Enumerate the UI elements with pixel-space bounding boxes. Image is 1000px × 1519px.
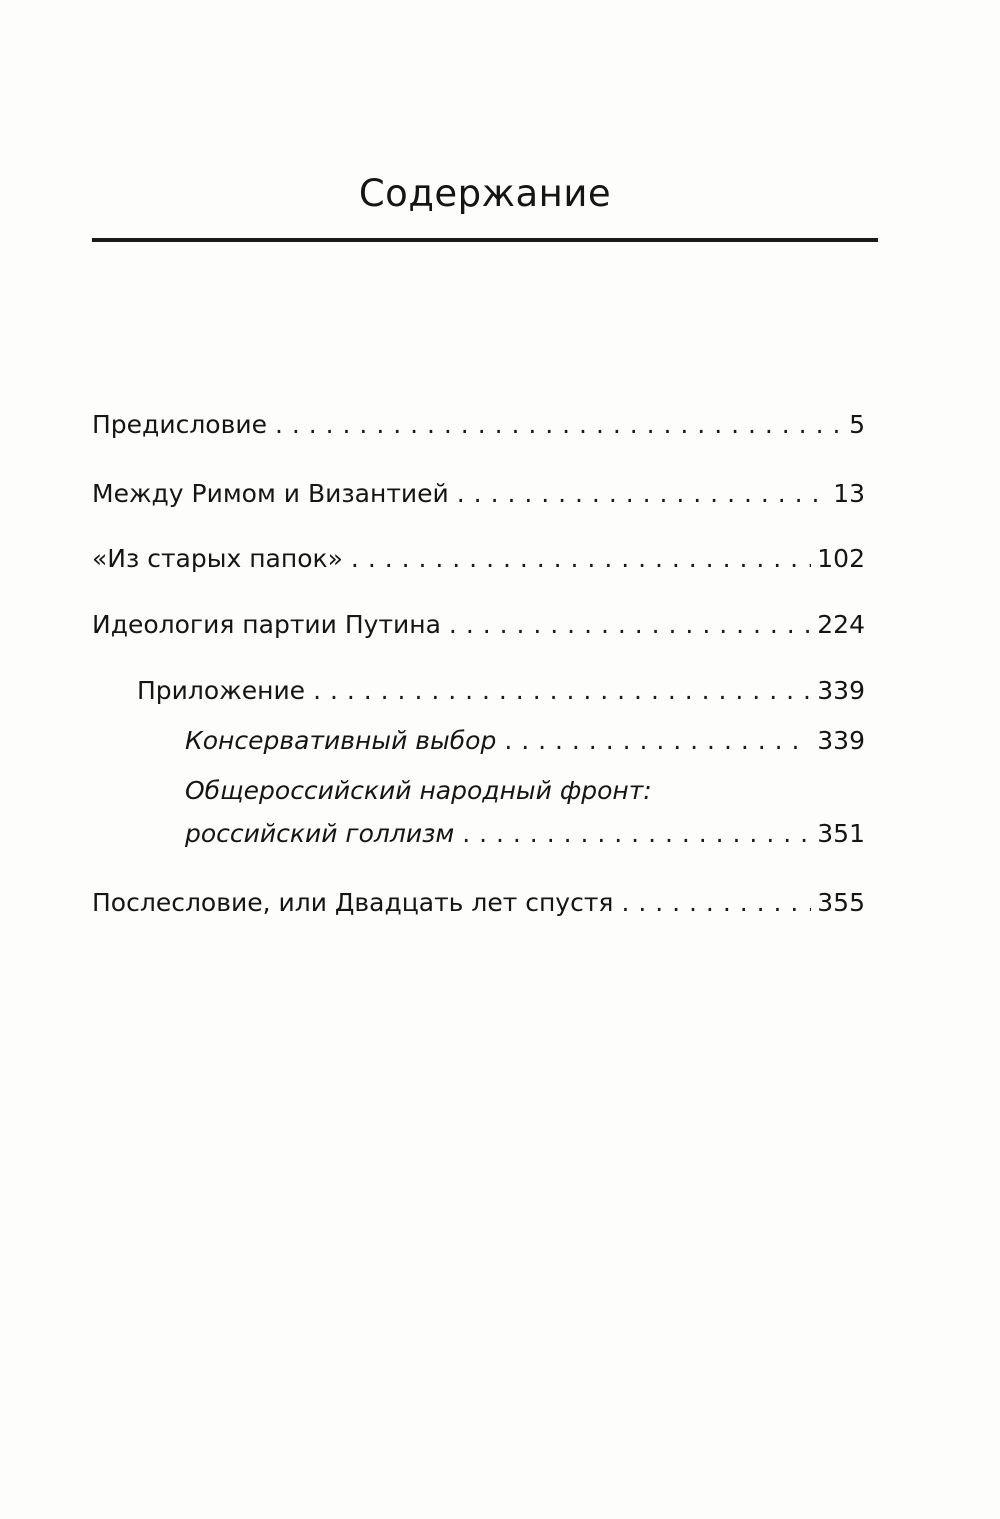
dot-leader [275,405,843,445]
toc-page-number: 351 [817,819,865,848]
toc-page-number: 13 [833,479,865,508]
toc-entry-appendix [137,671,865,711]
toc-page-number: 339 [817,726,865,755]
toc-entry-rome-byzantium [92,474,865,514]
dot-leader [457,474,827,514]
toc-entry-label: «Из старых папок» [92,544,343,573]
page-title: Содержание [358,172,612,215]
dot-leader [313,671,811,711]
toc-page-number: 5 [849,410,865,439]
dot-leader [462,814,811,854]
toc-entry-label: Между Римом и Византией [92,479,449,508]
toc-entry-label: Послесловие, или Двадцать лет спустя [92,888,614,917]
dot-leader [351,539,811,579]
dot-leader [504,721,811,761]
dot-leader [621,883,811,923]
dot-leader [449,605,811,645]
toc-entry-party-ideology [92,605,865,645]
toc-entry-foreword [92,405,865,445]
toc-entry-popular-front [185,814,865,854]
toc-page-number: 224 [817,610,865,639]
toc-entry-old-folders [92,539,865,579]
toc-entry-label: Консервативный выбор [185,726,497,755]
toc-page-number: 339 [817,676,865,705]
toc-entry-label: российский голлизм [185,819,455,848]
toc-entry-label: Приложение [137,676,306,705]
title-divider [92,238,878,242]
toc-entry-label: Идеология партии Путина [92,610,441,639]
toc-entry-conservative-choice [185,721,865,761]
toc-page-number: 102 [817,544,865,573]
toc-entry-label-line1: Общероссийский народный фронт: [185,776,652,805]
toc-entry-label: Предисловие [92,410,267,439]
toc-entry-afterword [92,883,865,923]
toc-page-number: 355 [817,888,865,917]
